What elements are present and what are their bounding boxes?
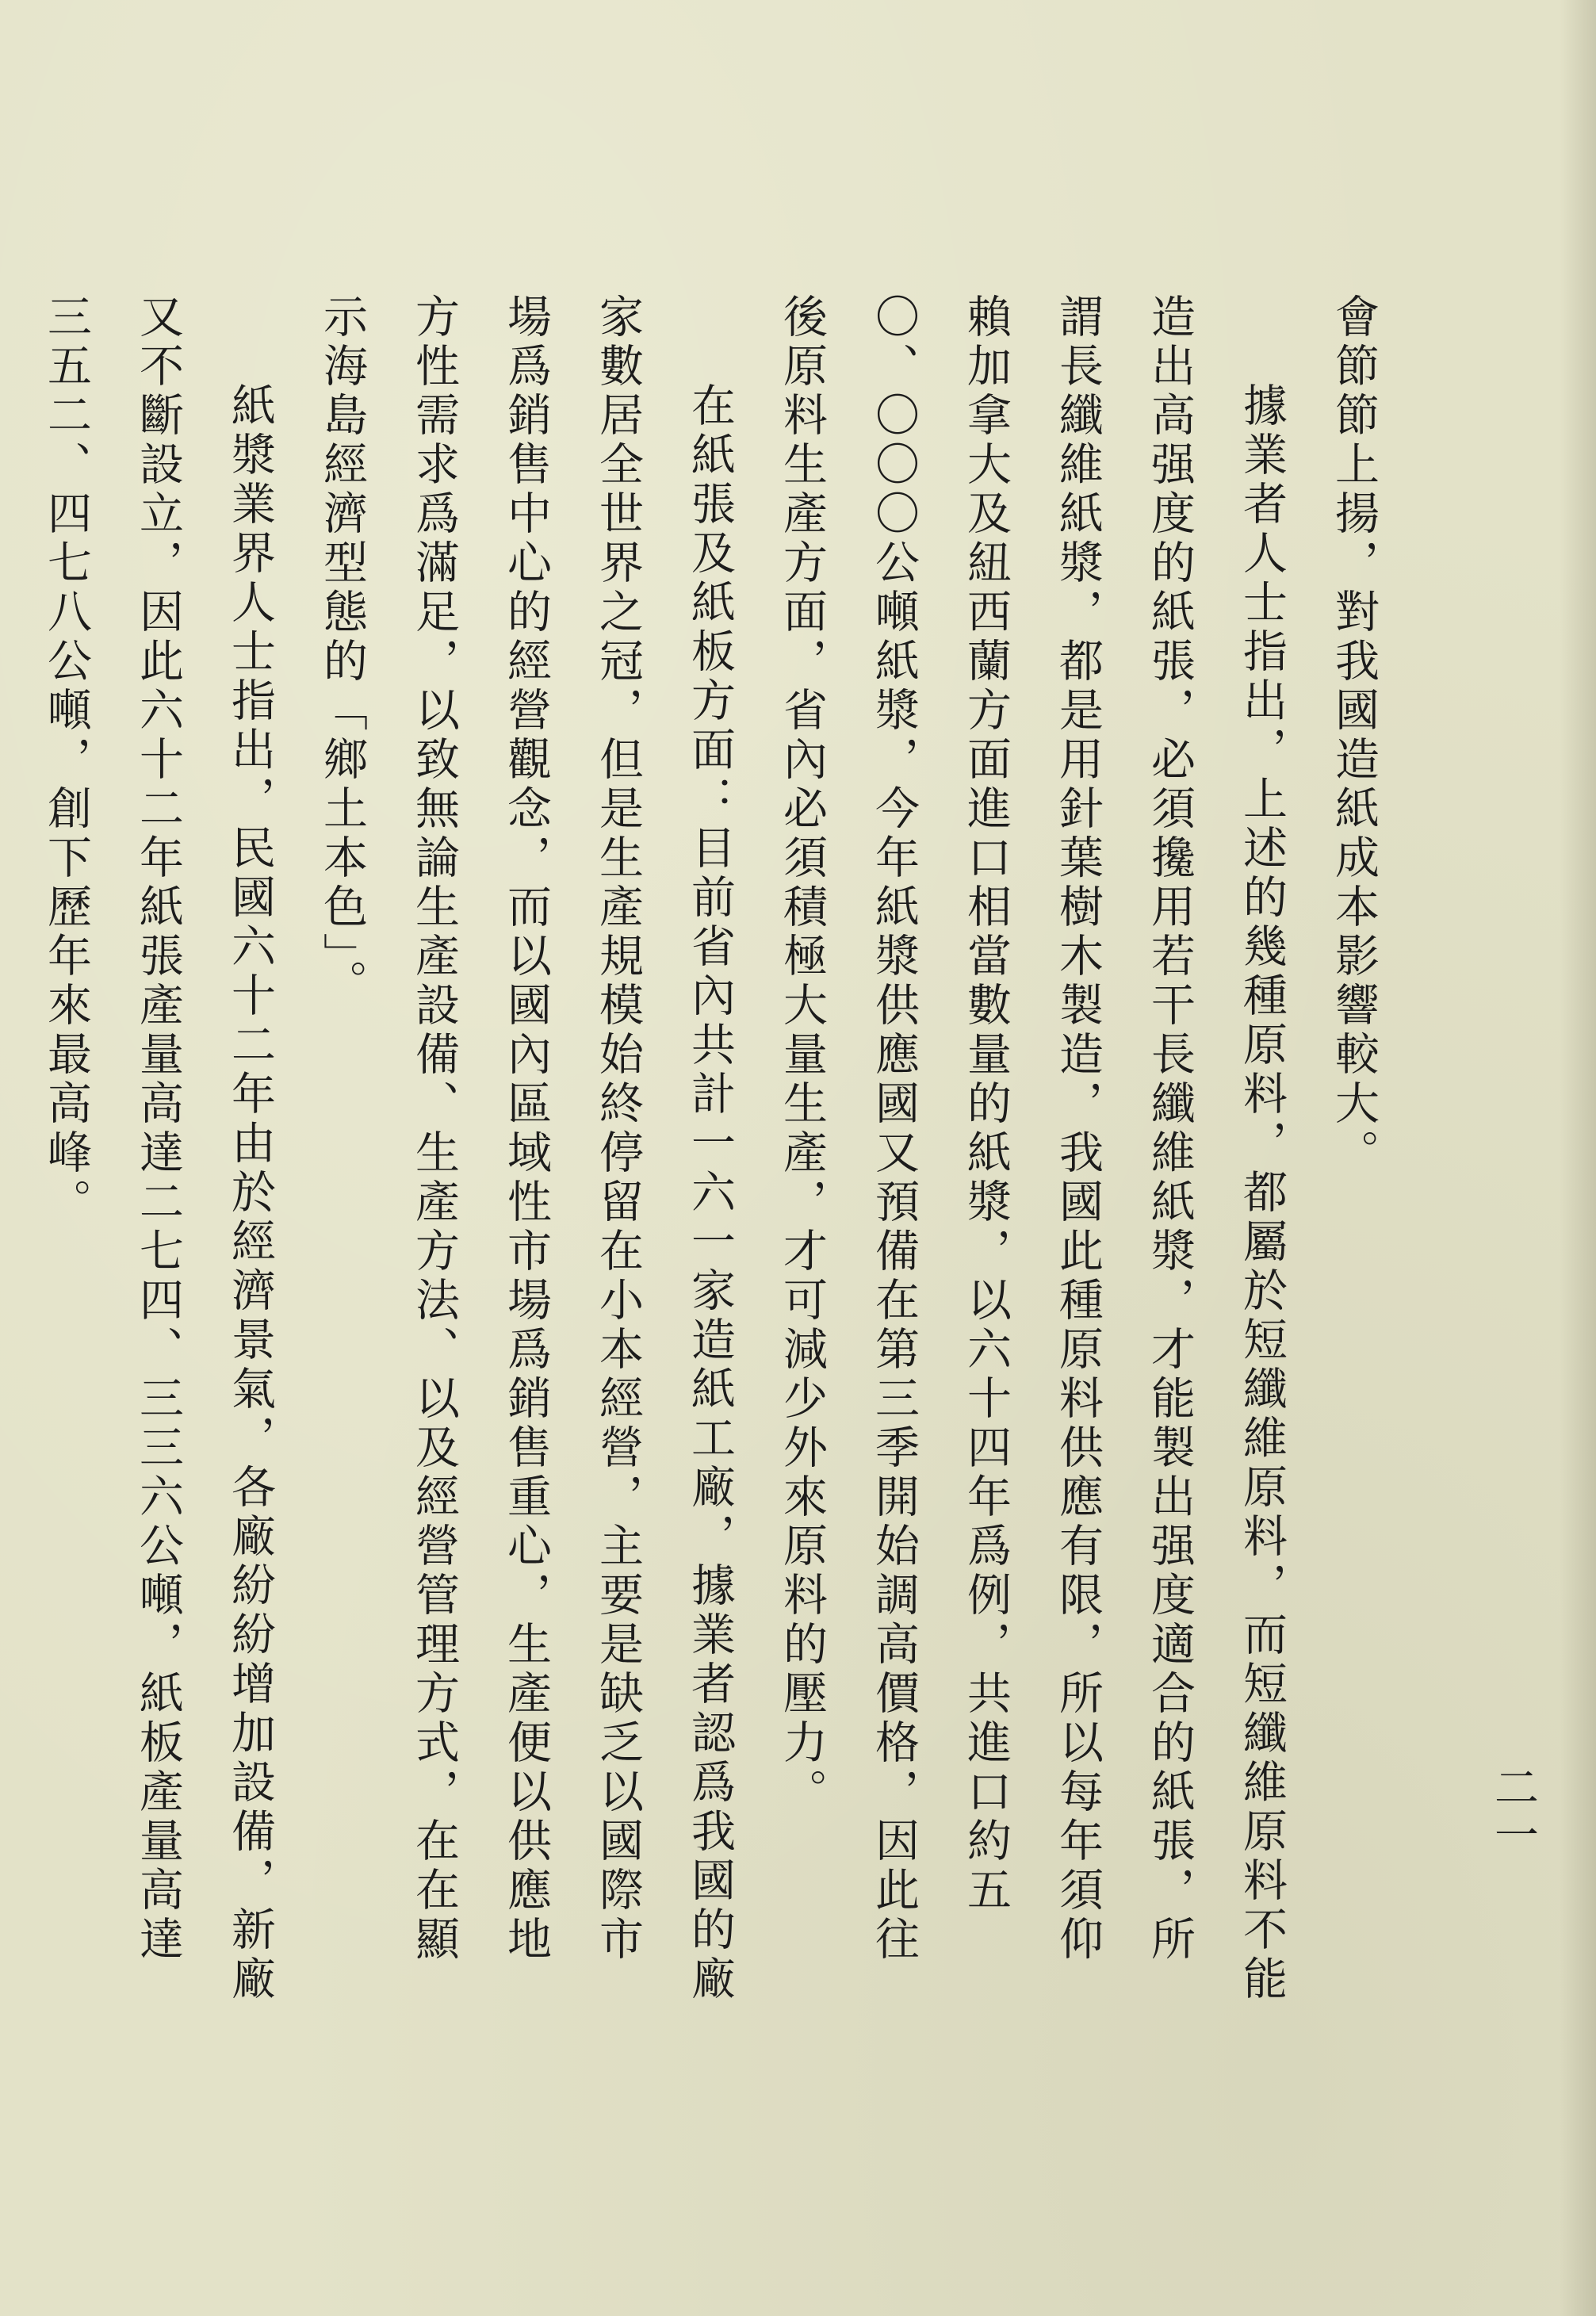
vertical-text-body: [40, 293, 1399, 2006]
paragraph-decline: [0, 293, 20, 2006]
paragraph-paper-board: 在紙張及紙板方面：目前省內共計一六一家造紙工廠，據業者認爲我國的廠家數居全世界之冠，但是生產規模始終停留在小本經營，主要是缺乏以國際市場爲銷售中心的經營觀念，而以國內區域性市場爲銷售重心，生產便以供應地方性需求爲滿足，以致無論生產設備、生產方法、以及經營管理方式，在在顯示海島經濟型態的「鄉土本色」。: [316, 293, 736, 2004]
paragraph-continuation: 會節節上揚，對我國造紙成本影響較大。: [1328, 293, 1380, 1178]
paragraph-raw-material: 據業者人士指出，上述的幾種原料，都屬於短纖維原料，而短纖維原料不能造出高强度的紙張，必須攙用若干長纖維紙漿，才能製出强度適合的紙張，所謂長纖維紙漿，都是用針葉樹木製造，我國此種原料供應有限，所以每年須仰賴加拿大及紐西蘭方面進口相當數量的紙漿，以六十四年爲例，共進口約五〇、〇〇〇公噸紙漿，今年紙漿供應國又預備在第三季開始調高價格，因此往後原料生產方面，省內必須積極大量生產，才可減少外來原料的壓力。: [776, 293, 1288, 2004]
page-number: 二一: [1487, 1764, 1539, 1859]
page-binding-shadow: [1560, 0, 1596, 2316]
paragraph-production-peak: 紙漿業界人士指出，民國六十二年由於經濟景氣，各廠紛紛增加設備，新廠又不斷設立，因此六十二年紙張產量高達二七四、三三六公噸，紙板產量高達三五二、四七八公噸，創下歷年來最高峰。: [40, 293, 276, 2004]
